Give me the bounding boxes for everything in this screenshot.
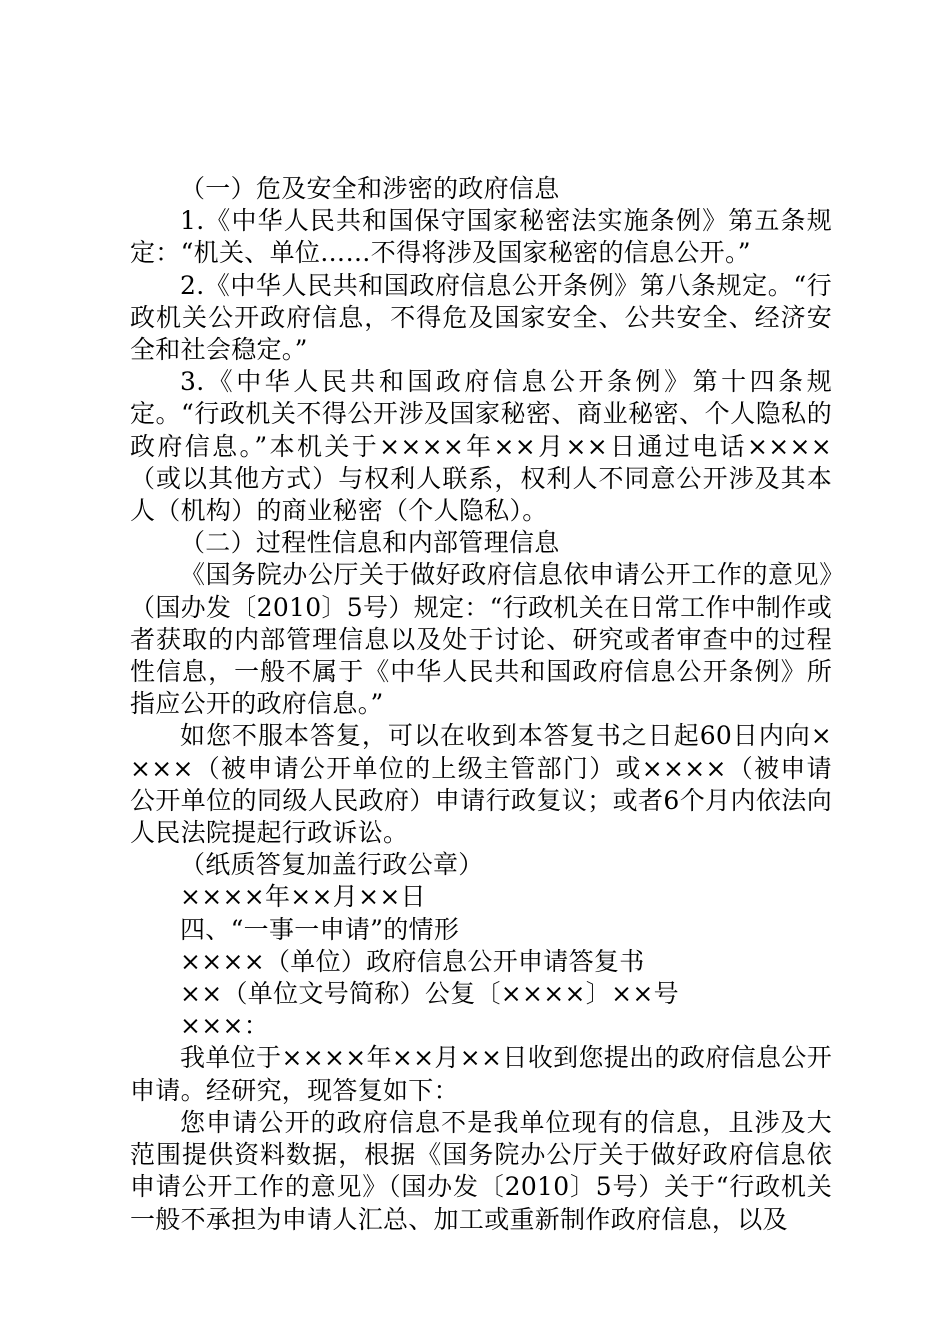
section-heading-two: （二）过程性信息和内部管理信息 <box>180 528 560 558</box>
date-line: ××××年××月××日 <box>180 882 426 912</box>
paragraph-reply-body: 您申请公开的政府信息不是我单位现有的信息，且涉及大范围提供资料数据，根据《国务院办公厅关于做好政府信息依申请公开工作的意见》（国办发〔2010〕5号）关于“行政机关一般不承担为申请人汇总、加工或重新制作政府信息，以及 <box>130 1107 832 1234</box>
reply-addressee: ×××： <box>180 1011 270 1041</box>
section-heading-four: 四、“一事一申请”的情形 <box>180 914 460 944</box>
paragraph-disclosure-article-fourteen: 3.《中华人民共和国政府信息公开条例》第十四条规定。“行政机关不得公开涉及国家秘密、商业秘密、个人隐私的政府信息。”本机关于××××年××月××日通过电话××××（或以其他方式）与权利人联系，权利人不同意公开涉及其本人（机构）的商业秘密（个人隐私）。 <box>130 367 832 526</box>
document-page <box>130 173 832 1236</box>
paragraph-receipt: 我单位于××××年××月××日收到您提出的政府信息公开申请。经研究，现答复如下： <box>130 1043 832 1105</box>
paragraph-secrecy-regulation: 1.《中华人民共和国保守国家秘密法实施条例》第五条规定：“机关、单位……不得将涉及国家秘密的信息公开。” <box>130 206 832 268</box>
reply-document-number: ××（单位文号简称）公复〔××××〕××号 <box>180 979 679 1009</box>
seal-note: （纸质答复加盖行政公章） <box>180 850 484 880</box>
reply-title: ××××（单位）政府信息公开申请答复书 <box>180 946 645 976</box>
paragraph-state-council-opinion: 《国务院办公厅关于做好政府信息依申请公开工作的意见》（国办发〔2010〕5号）规定：“行政机关在日常工作中制作或者获取的内部管理信息以及处于讨论、研究或者审查中的过程性信息，一般不属于《中华人民共和国政府信息公开条例》所指应公开的政府信息。” <box>130 560 832 719</box>
paragraph-appeal-notice: 如您不服本答复，可以在收到本答复书之日起60日内向××××（被申请公开单位的上级主管部门）或××××（被申请公开单位的同级人民政府）申请行政复议；或者6个月内依法向人民法院提起行政诉讼。 <box>130 721 832 848</box>
section-heading-one: （一）危及安全和涉密的政府信息 <box>180 174 560 203</box>
paragraph-disclosure-article-eight: 2.《中华人民共和国政府信息公开条例》第八条规定。“行政机关公开政府信息，不得危及国家安全、公共安全、经济安全和社会稳定。” <box>130 270 832 365</box>
